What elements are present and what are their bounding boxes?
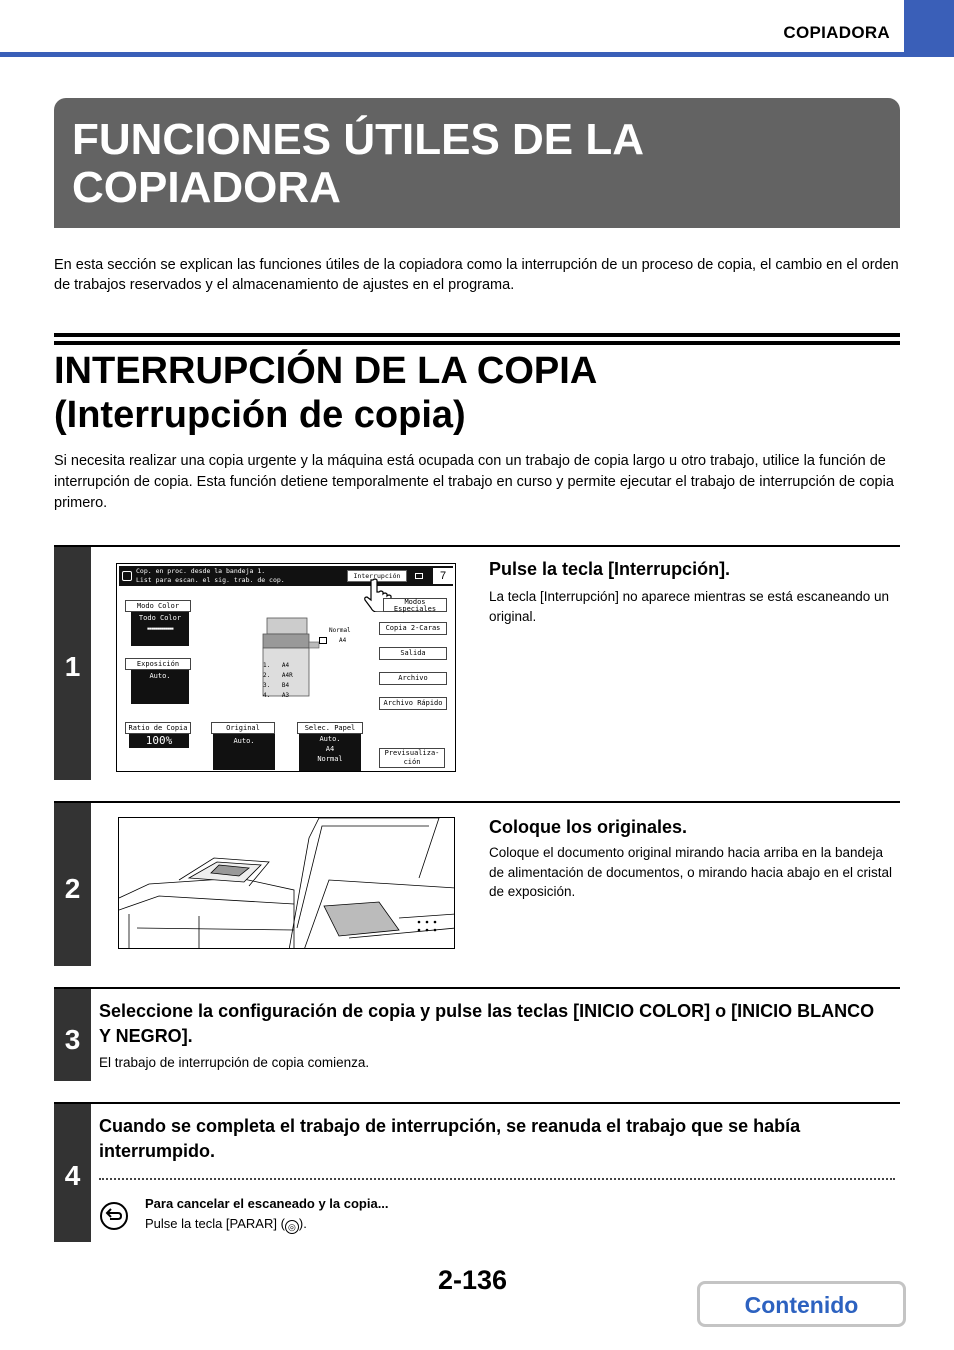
status-line-2: List para escan. el sig. trab. de cop. [136, 575, 285, 584]
tray-num: 4. [263, 692, 271, 699]
originals-placement-illustration [118, 817, 455, 949]
special-modes-line2: Especiales [393, 604, 437, 613]
preview-line2: ción [403, 758, 421, 766]
exposure-button[interactable]: Exposición [125, 658, 191, 670]
step-4 [54, 1102, 900, 1242]
section-title-line2: (Interrupción de copia) [54, 394, 466, 436]
dotted-separator [99, 1178, 895, 1180]
tray-size: A4 [281, 662, 290, 669]
panel-status-message [136, 567, 285, 584]
step-body: Coloque el documento original mirando hacia arriba en la bandeja de alimentación de documentos, o mirando hacia abajo en el cristal de exposición. [489, 845, 892, 899]
paper-value-3: Normal [317, 755, 343, 763]
special-modes-line1: Modos [404, 598, 426, 606]
tray-list [263, 661, 309, 701]
header-rule [0, 52, 904, 57]
note-body-after: ). [298, 1216, 307, 1231]
preview-button[interactable] [379, 748, 445, 768]
tray-normal-label: Normal [329, 627, 351, 634]
tray-size: A3 [281, 692, 290, 699]
panel-status-bar [119, 566, 453, 586]
step-number: 3 [64, 1024, 81, 1055]
step-2 [54, 801, 900, 966]
tray-num: 3. [263, 682, 271, 689]
status-line-1: Cop. en proc. desde la bandeja 1. [136, 567, 266, 575]
step-number-box [54, 547, 91, 780]
tray-row [263, 691, 309, 701]
exposure-value: Auto. [131, 670, 189, 704]
section-title [54, 349, 900, 437]
cancel-note-icon [100, 1202, 128, 1230]
chapter-title-box [54, 98, 900, 228]
color-mode-value [131, 612, 189, 646]
file-button[interactable]: Archivo [379, 672, 447, 685]
step-1 [54, 545, 900, 780]
step-3 [54, 987, 900, 1081]
copier-line-drawing [119, 818, 455, 949]
touch-panel-screenshot [116, 563, 456, 772]
step-heading: Coloque los originales. [489, 817, 688, 837]
stop-key-icon: ◎ [285, 1220, 299, 1234]
tray-row [263, 661, 309, 671]
paper-select-value [299, 734, 361, 772]
page-number: 2-136 [438, 1265, 508, 1295]
step-number: 1 [64, 651, 81, 682]
copy-ratio-button[interactable]: Ratio de Copia [125, 722, 191, 734]
section-label: COPIADORA [783, 23, 890, 42]
step-heading: Pulse la tecla [Interrupción]. [489, 559, 731, 579]
color-mode-button[interactable]: Modo Color [125, 600, 191, 612]
note-body [145, 1216, 307, 1234]
output-button[interactable]: Salida [379, 647, 447, 660]
step-body: El trabajo de interrupción de copia comienza. [99, 1055, 370, 1070]
tray-num: 1. [263, 662, 271, 669]
job-status-icon [122, 571, 132, 581]
note-body-before: Pulse la tecla [PARAR] ( [145, 1216, 285, 1231]
color-mode-value-text: Todo Color [138, 614, 182, 622]
paper-select-button[interactable]: Selec. Papel [297, 722, 363, 734]
tray-num: 2. [263, 672, 271, 679]
step-number: 2 [64, 873, 81, 904]
duplex-copy-button[interactable]: Copia 2-Caras [379, 622, 447, 635]
special-modes-button[interactable] [383, 598, 447, 612]
step-heading: Seleccione la configuración de copia y pulse las teclas [INICIO COLOR] o [INICIO BLANCO Y NEGRO]. [99, 1001, 875, 1046]
preview-line1: Previsualiza- [384, 749, 440, 757]
section-title-line1: INTERRUPCIÓN DE LA COPIA [54, 350, 598, 392]
chapter-title: FUNCIONES ÚTILES DE LA COPIADORA [72, 115, 643, 212]
step-heading: Cuando se completa el trabajo de interrupción, se reanuda el trabajo que se había interrumpido. [99, 1116, 801, 1161]
step-number-box [54, 1104, 91, 1242]
bypass-tray-icon [319, 637, 327, 644]
step-number-box [54, 803, 91, 966]
step-number: 4 [64, 1160, 81, 1191]
tray-size: B4 [281, 682, 290, 689]
section-description: Si necesita realizar una copia urgente y la máquina está ocupada con un trabajo de copia largo u otro trabajo, utilice la función de interrupción de copia. Esta función detiene temporalmente el trabajo en curso y permite ejecutar el trabajo de interrupción de copia primero. [54, 453, 894, 511]
color-scale-glyph: ▪▪▪▪▪▪▪▪▪▪▪▪▪ [146, 626, 174, 632]
contents-button[interactable] [697, 1281, 906, 1327]
quick-file-button[interactable]: Archivo Rápido [379, 697, 447, 710]
paper-value-1: Auto. [319, 735, 341, 743]
section-rule-top [54, 333, 900, 337]
original-value: Auto. [213, 734, 275, 770]
step-body: La tecla [Interrupción] no aparece mientras se está escaneando un original. [489, 589, 890, 624]
note-title: Para cancelar el escaneado y la copia... [145, 1196, 389, 1211]
original-button[interactable]: Original [211, 722, 275, 734]
copies-count: 7 [433, 568, 453, 584]
tray-size: A4R [281, 672, 293, 679]
paper-value-2: A4 [325, 745, 335, 753]
interrupt-key[interactable]: Interrupción [347, 570, 407, 582]
tray-row [263, 681, 309, 691]
header-tab-marker [904, 0, 954, 57]
section-rule-bottom [54, 341, 900, 345]
tray-row [263, 671, 309, 681]
contents-button-label: Contenido [744, 1292, 859, 1318]
tray-a4-label: A4 [339, 637, 347, 644]
copy-ratio-value: 100% [129, 734, 189, 748]
intro-paragraph: En esta sección se explican las funciones útiles de la copiadora como la interrupción de un proceso de copia, el cambio en el orden de trabajos reservados y el almacenamiento de ajustes en el programa. [54, 257, 899, 293]
return-arrow-icon [102, 1204, 126, 1228]
tray-icon [415, 573, 423, 579]
step-number-box [54, 989, 91, 1081]
